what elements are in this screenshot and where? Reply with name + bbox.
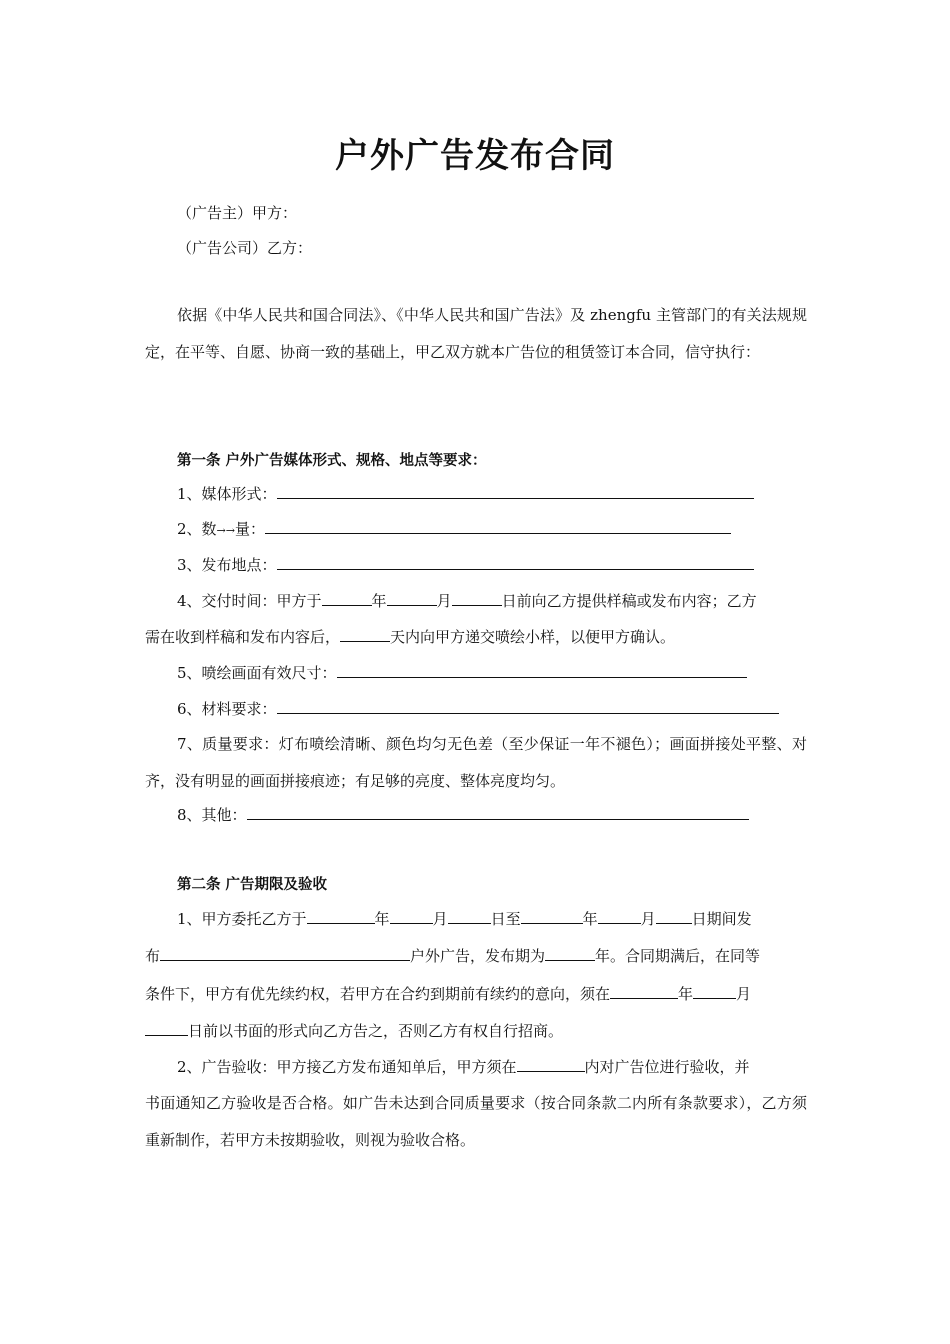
item2-label-tail: 量： <box>234 520 265 538</box>
start-year-blank <box>307 909 375 924</box>
p1-text: 1、甲方委托乙方于 <box>177 910 307 928</box>
article1-item3 <box>177 555 839 575</box>
p1-year-2: 年 <box>582 910 598 928</box>
year-blank <box>322 591 372 606</box>
p1-month-2: 月 <box>640 910 656 928</box>
p2-text-2: 内对广告位进行验收，并 <box>584 1058 750 1076</box>
p1-to: 日至 <box>490 910 521 928</box>
days-blank <box>340 627 390 642</box>
month-blank <box>387 591 437 606</box>
article2-p1-line2 <box>145 946 807 966</box>
party-b-line: （广告公司）乙方： <box>177 239 313 257</box>
article1-item2 <box>177 519 839 541</box>
end-day-blank <box>656 909 692 924</box>
location-blank <box>277 555 754 570</box>
item4-text-2: 需在收到样稿和发布内容后， <box>145 628 341 646</box>
p1-year-3: 年 <box>678 985 694 1003</box>
ad-name-blank <box>160 946 410 961</box>
quantity-blank <box>265 519 731 534</box>
p1-month: 月 <box>432 910 448 928</box>
article1-item8 <box>177 805 839 825</box>
material-blank <box>277 699 779 714</box>
p1-text-2: 布 <box>145 947 161 965</box>
arrow-icon: →→ <box>216 524 235 537</box>
p1-text-6: 日前以书面的形式向乙方告之，否则乙方有权自行招商。 <box>188 1022 564 1040</box>
item3-label: 3、发布地点： <box>177 556 277 574</box>
preamble-paragraph: 依据《中华人民共和国合同法》、《中华人民共和国广告法》及 zhengfu 主管部门的有关法规规定，在平等、自愿、协商一致的基础上，甲乙双方就本广告位的租赁签订本合同，信守执行： <box>145 306 807 361</box>
article2-heading: 第二条 广告期限及验收 <box>177 877 328 893</box>
item5-label: 5、喷绘画面有效尺寸： <box>177 664 337 682</box>
item4-text-tail: 日前向乙方提供样稿或发布内容；乙方 <box>501 592 757 610</box>
party-a-line: （广告主）甲方： <box>177 204 298 222</box>
start-day-blank <box>448 909 491 924</box>
start-month-blank <box>390 909 433 924</box>
item1-label: 1、媒体形式： <box>177 485 277 503</box>
article2-p2-line1 <box>177 1057 839 1077</box>
item4-text: 4、交付时间：甲方于 <box>177 592 322 610</box>
renew-month-blank <box>693 984 736 999</box>
item4-text-3: 天内向甲方递交喷绘小样，以便甲方确认。 <box>390 628 676 646</box>
article1-item4-line2 <box>145 627 807 647</box>
p1-text-tail: 日期间发 <box>691 910 752 928</box>
item2-label: 2、数 <box>177 520 217 538</box>
article2-p1-line4 <box>145 1021 807 1041</box>
media-form-blank <box>277 484 754 499</box>
size-blank <box>337 663 747 678</box>
p1-text-5: 条件下，甲方有优先续约权，若甲方在合约到期前有续约的意向，须在 <box>145 985 611 1003</box>
article2-p1-line1 <box>177 909 839 929</box>
article1-item1 <box>177 484 839 504</box>
end-year-blank <box>521 909 583 924</box>
inspection-period-blank <box>517 1057 585 1072</box>
p1-month-3: 月 <box>736 985 752 1003</box>
item4-month: 月 <box>436 592 452 610</box>
item6-label: 6、材料要求： <box>177 700 277 718</box>
p1-year: 年 <box>374 910 390 928</box>
article1-item6 <box>177 699 839 719</box>
other-blank <box>247 805 749 820</box>
p1-text-4: 年。合同期满后，在同等 <box>595 947 761 965</box>
renew-year-blank <box>610 984 678 999</box>
period-blank <box>545 946 595 961</box>
article1-item4-line1 <box>177 591 839 611</box>
article2-p2-rest: 书面通知乙方验收是否合格。如广告未达到合同质量要求（按合同条款二内所有条款要求），乙方须重新制作，若甲方未按期验收，则视为验收合格。 <box>145 1094 807 1149</box>
article1-item7: 7、质量要求：灯布喷绘清晰、颜色均匀无色差（至少保证一年不褪色）；画面拼接处平整、对齐，没有明显的画面拼接痕迹；有足够的亮度、整体亮度均匀。 <box>145 735 807 790</box>
article2-p1-line3 <box>145 984 807 1004</box>
p1-text-3: 户外广告，发布期为 <box>410 947 546 965</box>
item8-label: 8、其他： <box>177 806 247 824</box>
day-blank <box>452 591 502 606</box>
document-title: 户外广告发布合同 <box>335 136 615 176</box>
article1-item5 <box>177 663 839 683</box>
article1-heading: 第一条 户外广告媒体形式、规格、地点等要求： <box>177 453 487 469</box>
renew-day-blank <box>145 1021 188 1036</box>
p2-text: 2、广告验收：甲方接乙方发布通知单后，甲方须在 <box>177 1058 517 1076</box>
item4-year: 年 <box>371 592 387 610</box>
end-month-blank <box>598 909 641 924</box>
